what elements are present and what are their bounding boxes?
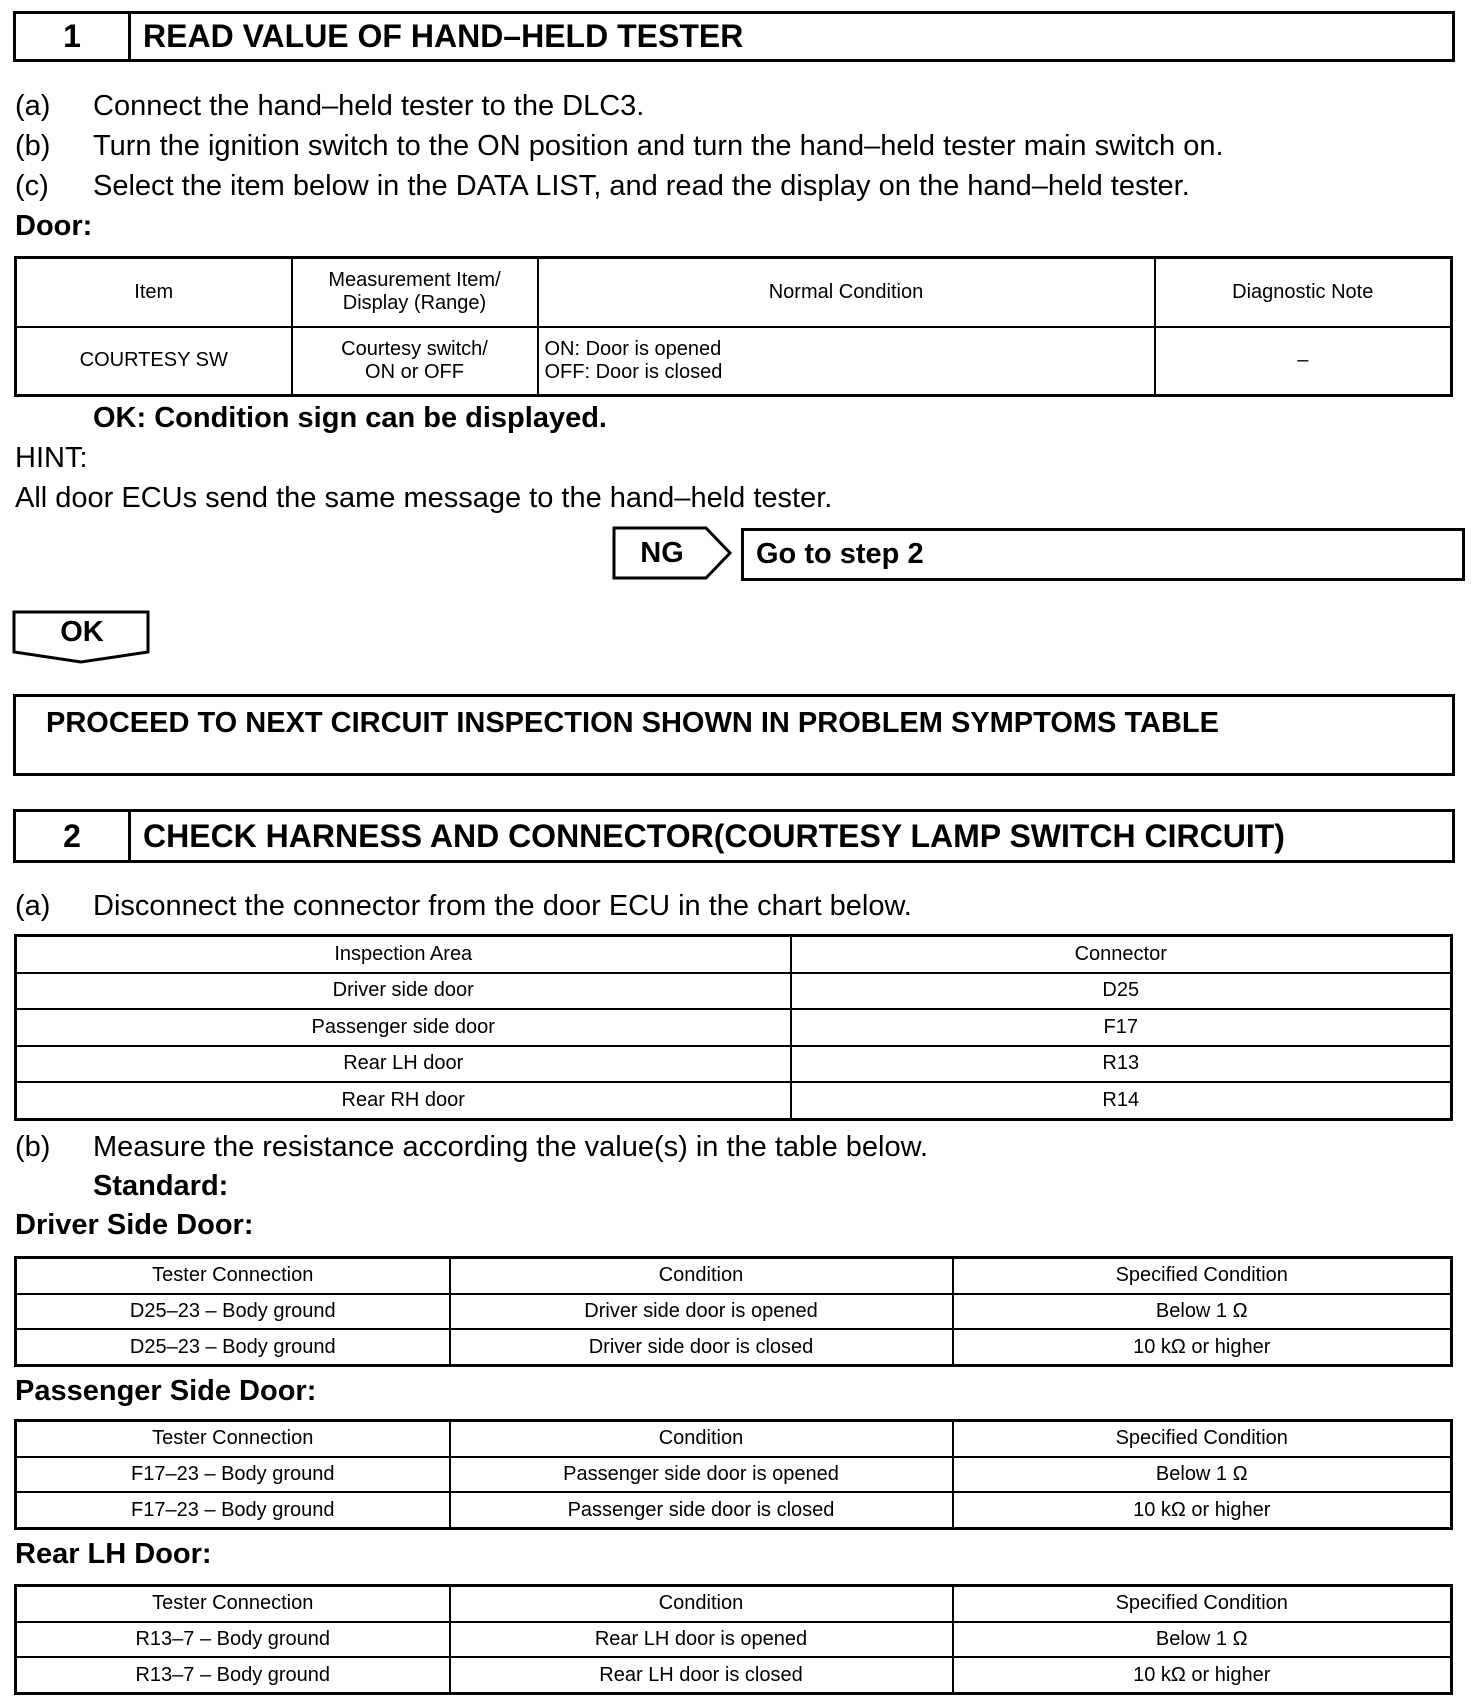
cell: R14 xyxy=(791,1082,1452,1119)
step-title: CHECK HARNESS AND CONNECTOR(COURTESY LAMP SWITCH CIRCUIT) xyxy=(143,817,1285,854)
table-row xyxy=(16,1294,1452,1330)
cell: D25 xyxy=(791,973,1452,1010)
connector-table xyxy=(14,934,1453,1121)
ok-condition: OK: Condition sign can be displayed. xyxy=(93,402,607,434)
instruction-a xyxy=(15,890,912,923)
cell: Below 1 Ω xyxy=(953,1294,1452,1330)
step-number: 1 xyxy=(16,14,131,59)
header-cell: Specified Condition xyxy=(953,1421,1452,1457)
note-cell: – xyxy=(1155,327,1452,396)
text: Measure the resistance according the value(s) in the table below. xyxy=(93,1131,929,1163)
header-cell: Inspection Area xyxy=(16,936,791,973)
header-cell: Tester Connection xyxy=(16,1258,450,1294)
cell: F17–23 – Body ground xyxy=(16,1457,450,1493)
label: (b) xyxy=(15,130,51,162)
spec-table-title: Rear LH Door: xyxy=(15,1538,212,1570)
text: ON or OFF xyxy=(365,360,464,383)
cell: F17–23 – Body ground xyxy=(16,1492,450,1528)
measurement-cell xyxy=(292,327,538,396)
text: OFF: Door is closed xyxy=(544,360,723,383)
spec-table-title: Passenger Side Door: xyxy=(15,1375,317,1407)
step-2-header xyxy=(13,809,1455,863)
cell: Below 1 Ω xyxy=(953,1457,1452,1493)
table-row xyxy=(16,1009,1452,1046)
instruction-b xyxy=(15,130,1224,163)
label: (c) xyxy=(15,170,49,202)
header-cell: Condition xyxy=(450,1258,953,1294)
standard-label: Standard: xyxy=(93,1170,229,1202)
header-cell: Condition xyxy=(450,1421,953,1457)
header-cell: Tester Connection xyxy=(16,1421,450,1457)
cell: Driver side door xyxy=(16,973,791,1010)
text: Disconnect the connector from the door ECU in the chart below. xyxy=(93,890,912,922)
instruction-b xyxy=(15,1131,928,1164)
table-row xyxy=(16,973,1452,1010)
text: Courtesy switch/ xyxy=(341,337,488,360)
cell: F17 xyxy=(791,1009,1452,1046)
ng-label: NG xyxy=(640,537,684,569)
header-cell: Normal Condition xyxy=(538,258,1155,327)
cell: Driver side door is closed xyxy=(450,1329,953,1365)
go-to-step-2-link[interactable]: Go to step 2 xyxy=(741,528,1465,581)
header-cell: Condition xyxy=(450,1586,953,1622)
cell: D25–23 – Body ground xyxy=(16,1329,450,1365)
step-title: READ VALUE OF HAND–HELD TESTER xyxy=(143,18,744,54)
door-table-title: Door: xyxy=(15,210,93,242)
cell: Rear LH door xyxy=(16,1046,791,1083)
cell: 10 kΩ or higher xyxy=(953,1492,1452,1528)
cell: 10 kΩ or higher xyxy=(953,1657,1452,1693)
header-cell: Item xyxy=(16,258,292,327)
cell: D25–23 – Body ground xyxy=(16,1294,450,1330)
table-row xyxy=(16,1082,1452,1119)
cell: Below 1 Ω xyxy=(953,1622,1452,1658)
table-row xyxy=(16,1622,1452,1658)
table-row xyxy=(16,1046,1452,1083)
cell: R13 xyxy=(791,1046,1452,1083)
table-row xyxy=(16,1492,1452,1528)
spec-table-title: Driver Side Door: xyxy=(15,1209,254,1241)
header-cell: Tester Connection xyxy=(16,1586,450,1622)
cell: R13–7 – Body ground xyxy=(16,1622,450,1658)
proceed-box: PROCEED TO NEXT CIRCUIT INSPECTION SHOWN IN PROBLEM SYMPTOMS TABLE xyxy=(13,694,1455,776)
step-number: 2 xyxy=(16,812,131,860)
label: (a) xyxy=(15,90,51,122)
header-cell: Specified Condition xyxy=(953,1258,1452,1294)
normal-cell xyxy=(538,327,1155,396)
instruction-a xyxy=(15,90,644,123)
text: Select the item below in the DATA LIST, and read the display on the hand–held tester. xyxy=(93,170,1190,202)
cell: Passenger side door is closed xyxy=(450,1492,953,1528)
item-cell: COURTESY SW xyxy=(16,327,292,396)
cell: Rear RH door xyxy=(16,1082,791,1119)
header-cell: Specified Condition xyxy=(953,1586,1452,1622)
header-cell: Connector xyxy=(791,936,1452,973)
spec-table xyxy=(14,1256,1453,1367)
label: (b) xyxy=(15,1131,51,1163)
cell: Rear LH door is closed xyxy=(450,1657,953,1693)
ok-label: OK xyxy=(60,616,104,648)
header-cell: Measurement Item/ Display (Range) xyxy=(292,258,538,327)
text: Turn the ignition switch to the ON position and turn the hand–held tester main switch on. xyxy=(93,130,1224,162)
cell: Passenger side door is opened xyxy=(450,1457,953,1493)
instruction-c xyxy=(15,170,1190,203)
table-row xyxy=(16,1457,1452,1493)
step-1-header xyxy=(13,11,1455,62)
cell: Rear LH door is opened xyxy=(450,1622,953,1658)
cell: 10 kΩ or higher xyxy=(953,1329,1452,1365)
header-cell: Diagnostic Note xyxy=(1155,258,1452,327)
label: (a) xyxy=(15,890,51,922)
table-row xyxy=(16,1329,1452,1365)
spec-table xyxy=(14,1419,1453,1530)
cell: Driver side door is opened xyxy=(450,1294,953,1330)
data-list-table xyxy=(14,256,1453,397)
text: ON: Door is opened xyxy=(544,337,722,360)
cell: R13–7 – Body ground xyxy=(16,1657,450,1693)
text: Connect the hand–held tester to the DLC3. xyxy=(93,90,645,122)
hint-label: HINT: xyxy=(15,442,88,474)
table-row xyxy=(16,1657,1452,1693)
hint-text: All door ECUs send the same message to the hand–held tester. xyxy=(15,482,833,514)
cell: Passenger side door xyxy=(16,1009,791,1046)
spec-table xyxy=(14,1584,1453,1695)
